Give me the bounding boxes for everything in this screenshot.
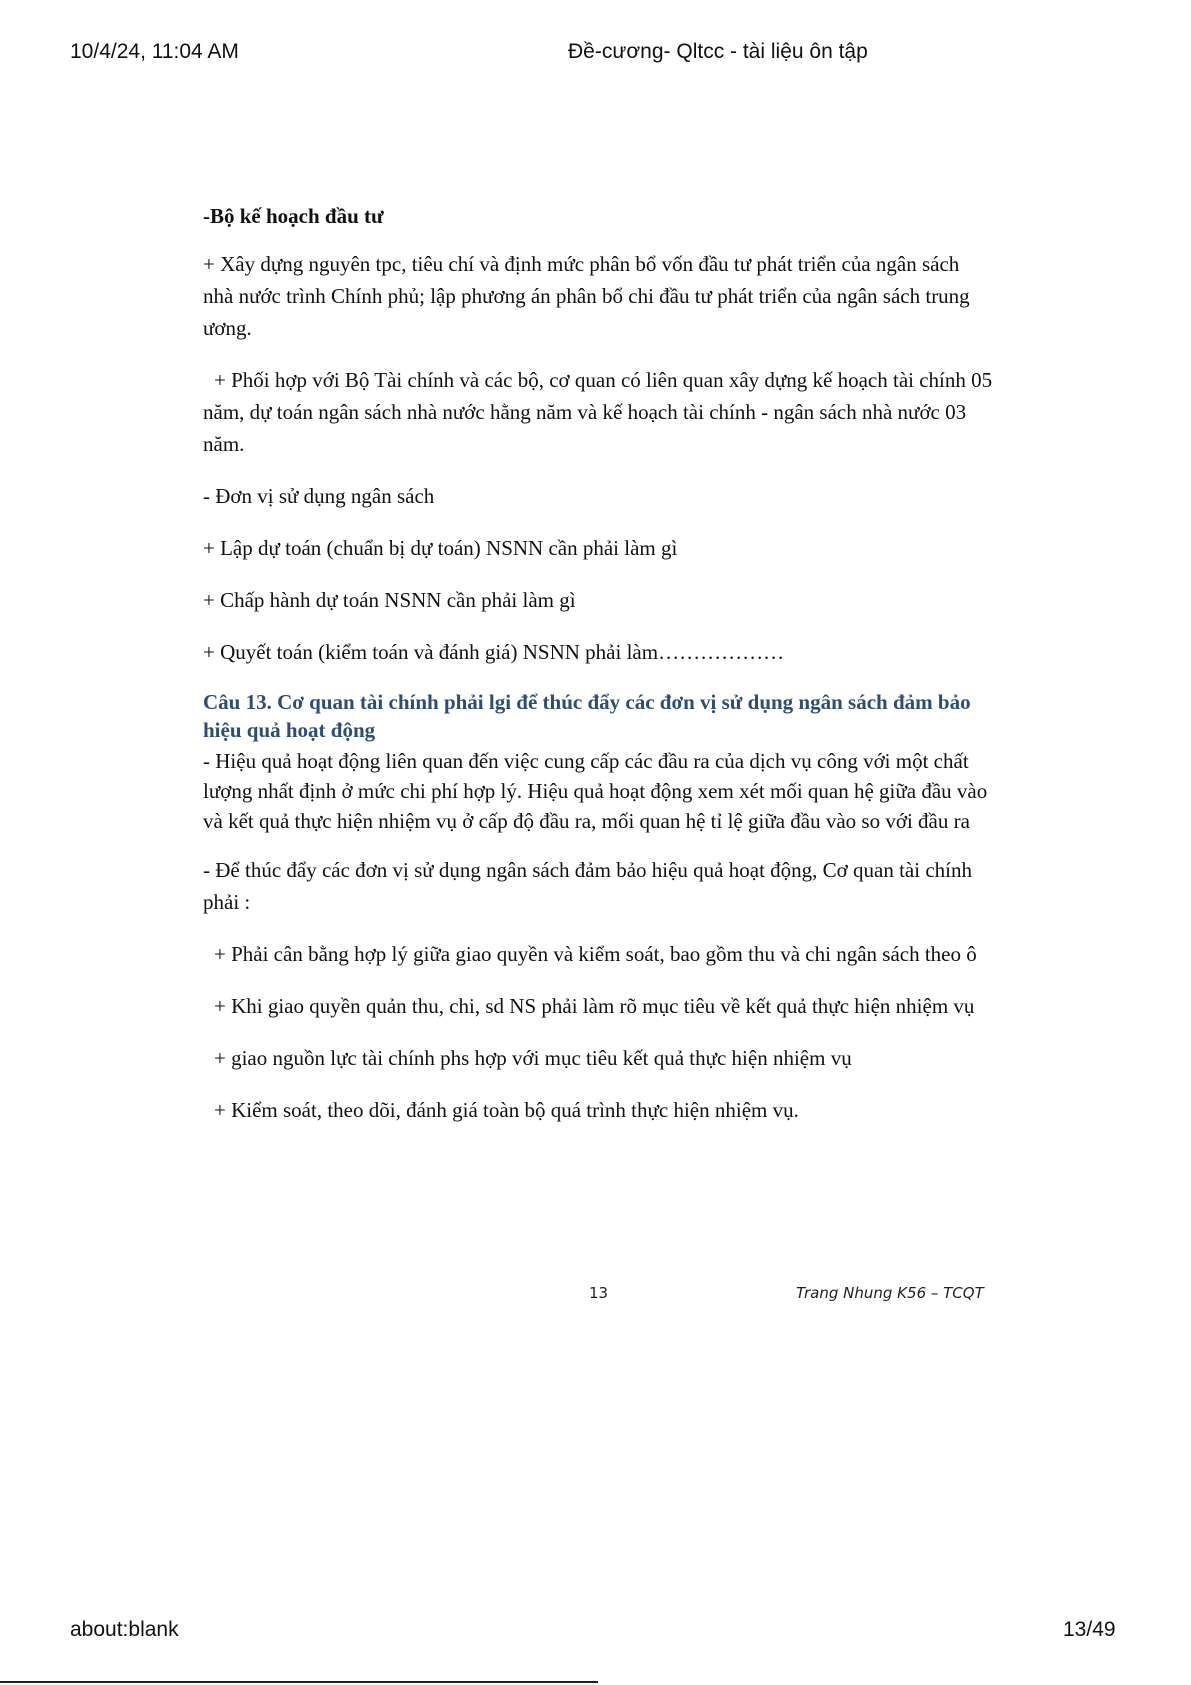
paragraph-10: + Khi giao quyền quản thu, chi, sd NS phải làm rõ mục tiêu về kết quả thực hiện nhiệm vụ [214, 994, 975, 1018]
question-13-title: Câu 13. Cơ quan tài chính phải lgi để thúc đẩy các đơn vị sử dụng ngân sách đảm bảo hiệu quả hoạt động [203, 690, 971, 742]
paragraph-6: + Quyết toán (kiểm toán và đánh giá) NSNN phải làm……………… [203, 640, 785, 664]
paragraph-12: + Kiểm soát, theo dõi, đánh giá toàn bộ quá trình thực hiện nhiệm vụ. [214, 1098, 799, 1122]
paragraph-11: + giao nguồn lực tài chính phs hợp với mục tiêu kết quả thực hiện nhiệm vụ [214, 1046, 852, 1070]
document-body [203, 200, 993, 1146]
paragraph-2: + Phối hợp với Bộ Tài chính và các bộ, cơ quan có liên quan xây dựng kế hoạch tài chính 05 năm, dự toán ngân sách nhà nước hằng năm và kế hoạch tài chính - ngân sách nhà nước 03 năm. [203, 368, 993, 456]
paragraph-9: + Phải cân bằng hợp lý giữa giao quyền và kiểm soát, bao gồm thu và chi ngân sách theo ô [214, 942, 977, 966]
page-author: Trang Nhung K56 – TCQT [796, 1284, 984, 1302]
paragraph-1: + Xây dựng nguyên tpc, tiêu chí và định mức phân bổ vốn đầu tư phát triển của ngân sách nhà nước trình Chính phủ; lập phương án phân bổ chi đầu tư phát triển của ngân sách trung ương. [203, 252, 970, 340]
paragraph-8: - Để thúc đẩy các đơn vị sử dụng ngân sách đảm bảo hiệu quả hoạt động, Cơ quan tài chính phải : [203, 858, 972, 914]
page-url: about:blank [70, 1618, 179, 1641]
paragraph-7: - Hiệu quả hoạt động liên quan đến việc cung cấp các đầu ra của dịch vụ công với một chất lượng nhất định ở mức chi phí hợp lý. Hiệu quả hoạt động xem xét mối quan hệ giữa đầu vào và kết quả thực hiện nhiệm vụ ở cấp độ đầu ra, mối quan hệ tỉ lệ giữa đầu vào so với đầu ra [203, 749, 988, 833]
page-number: 13 [589, 1284, 609, 1302]
print-datetime: 10/4/24, 11:04 AM [70, 40, 239, 63]
section-heading: -Bộ kế hoạch đầu tư [203, 204, 384, 228]
paragraph-5: + Chấp hành dự toán NSNN cần phải làm gì [203, 588, 576, 612]
bottom-divider [0, 1681, 598, 1683]
page-counter: 13/49 [1063, 1618, 1116, 1641]
document-title: Đề-cương- Qltcc - tài liệu ôn tập [568, 40, 868, 63]
paragraph-4: + Lập dự toán (chuẩn bị dự toán) NSNN cần phải làm gì [203, 536, 678, 560]
paragraph-3: - Đơn vị sử dụng ngân sách [203, 484, 435, 508]
